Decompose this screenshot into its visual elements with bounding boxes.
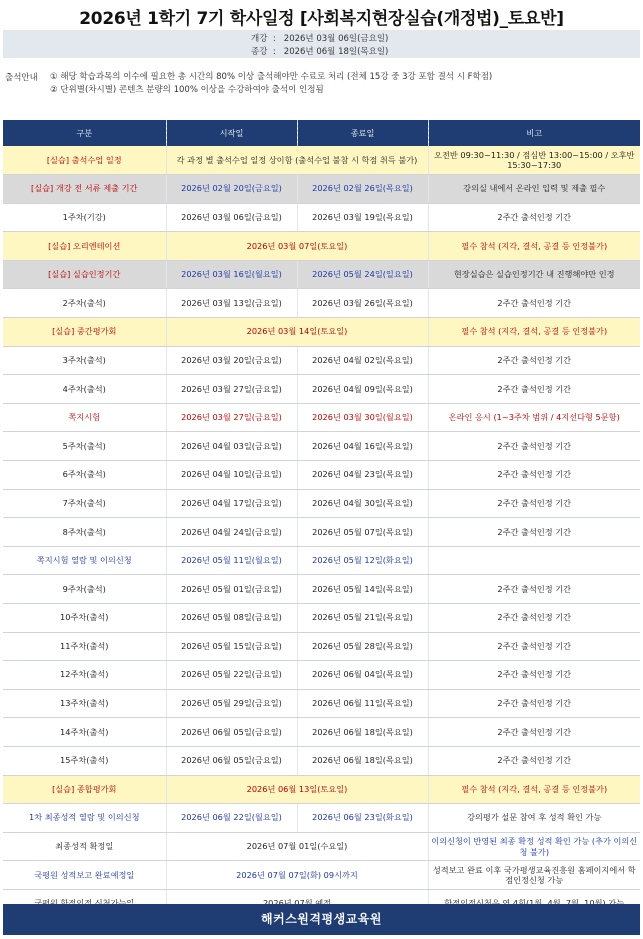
row-start-date: 2026년 03월 06일(금요일): [166, 203, 297, 232]
row-end-date: 2026년 06월 18일(목요일): [297, 718, 428, 747]
row-start-date: 2026년 04월 10일(금요일): [166, 461, 297, 490]
table-row: [3, 775, 640, 804]
row-start-date: 2026년 06월 05일(금요일): [166, 718, 297, 747]
table-row: [3, 832, 640, 861]
schedule-table: [3, 120, 640, 919]
row-start-date: 2026년 04월 24일(금요일): [166, 518, 297, 547]
course-period-box: [3, 30, 640, 58]
row-category: [실습] 실습인정기간: [3, 260, 166, 289]
row-category: 10주차(출석): [3, 604, 166, 633]
row-category: 쪽지시험: [3, 403, 166, 432]
row-start-date: 2026년 05월 08일(금요일): [166, 604, 297, 633]
table-row: [3, 689, 640, 718]
course-open-date: 개강 : 2026년 03월 06일(금요일): [251, 34, 389, 44]
header-end-date: 종료일: [297, 120, 428, 146]
row-category: [실습] 중간평가회: [3, 318, 166, 347]
row-remarks: [428, 546, 640, 575]
row-date-range: 2026년 06월 13일(토요일): [166, 775, 428, 804]
row-end-date: 2026년 05월 24일(일요일): [297, 260, 428, 289]
row-remarks: 2주간 출석인정 기간: [428, 604, 640, 633]
row-category: 4주차(출석): [3, 375, 166, 404]
table-row: [3, 489, 640, 518]
header-start-date: 시작일: [166, 120, 297, 146]
row-category: 15주차(출석): [3, 746, 166, 775]
row-category: [실습] 출석수업 일정: [3, 146, 166, 175]
row-end-date: 2026년 03월 19일(목요일): [297, 203, 428, 232]
row-end-date: 2026년 06월 11일(목요일): [297, 689, 428, 718]
row-remarks: 성적보고 완료 이후 국가평생교육진흥원 홈페이지에서 학점인정신청 가능: [428, 861, 640, 890]
row-start-date: 2026년 02월 20일(금요일): [166, 175, 297, 204]
row-remarks: 오전반 09:30~11:30 / 점심반 13:00~15:00 / 오후반 15:30~17:30: [428, 146, 640, 175]
row-category: 1주차(기강): [3, 203, 166, 232]
row-category: [실습] 개강 전 서류 제출 기간: [3, 175, 166, 204]
row-end-date: 2026년 06월 18일(목요일): [297, 746, 428, 775]
row-end-date: 2026년 03월 30일(월요일): [297, 403, 428, 432]
row-category: 14주차(출석): [3, 718, 166, 747]
row-end-date: 2026년 04월 16일(목요일): [297, 432, 428, 461]
row-remarks: 2주간 출석인정 기간: [428, 661, 640, 690]
row-remarks: 이의신청이 반영된 최종 확정 성적 확인 가능 (추가 이의신청 불가): [428, 832, 640, 861]
row-end-date: 2026년 02월 26일(목요일): [297, 175, 428, 204]
row-start-date: 2026년 04월 17일(금요일): [166, 489, 297, 518]
row-end-date: 2026년 05월 12일(화요일): [297, 546, 428, 575]
row-start-date: 2026년 03월 27일(금요일): [166, 375, 297, 404]
header-remarks: 비고: [428, 120, 640, 146]
row-end-date: 2026년 06월 04일(목요일): [297, 661, 428, 690]
row-category: 7주차(출석): [3, 489, 166, 518]
attendance-notice-item: ① 해당 학습과목의 이수에 필요한 총 시간의 80% 이상 출석해야만 수료로 처리 (전체 15강 중 3강 포함 결석 시 F학점): [50, 72, 493, 82]
row-category: 1차 최종성적 열람 및 이의신청: [3, 804, 166, 833]
row-date-range: 각 과정 별 출석수업 일정 상이함 (출석수업 불참 시 학점 취득 불가): [166, 146, 428, 175]
attendance-notice-item: ② 단위별(차시별) 콘텐츠 분량의 100% 이상을 수강하여야 출석이 인정됨: [50, 85, 324, 95]
row-remarks: 2주간 출석인정 기간: [428, 432, 640, 461]
row-start-date: 2026년 05월 22일(금요일): [166, 661, 297, 690]
row-remarks: 2주간 출석인정 기간: [428, 575, 640, 604]
row-remarks: 2주간 출석인정 기간: [428, 489, 640, 518]
table-row: [3, 403, 640, 432]
row-category: 최종성적 확정일: [3, 832, 166, 861]
row-start-date: 2026년 05월 11일(월요일): [166, 546, 297, 575]
footer-institution: 해커스원격평생교육원: [3, 904, 640, 935]
table-row: [3, 746, 640, 775]
table-row: [3, 289, 640, 318]
row-end-date: 2026년 05월 28일(목요일): [297, 632, 428, 661]
table-row: [3, 861, 640, 890]
row-category: 11주차(출석): [3, 632, 166, 661]
row-remarks: 2주간 출석인정 기간: [428, 346, 640, 375]
row-category: 12주차(출석): [3, 661, 166, 690]
row-remarks: 필수 참석 (지각, 결석, 공결 등 인정불가): [428, 775, 640, 804]
row-start-date: 2026년 05월 01일(금요일): [166, 575, 297, 604]
schedule-body: [3, 146, 640, 918]
row-end-date: 2026년 05월 14일(목요일): [297, 575, 428, 604]
row-category: [실습] 오리엔테이션: [3, 232, 166, 261]
row-remarks: 2주간 출석인정 기간: [428, 375, 640, 404]
row-end-date: 2026년 04월 30일(목요일): [297, 489, 428, 518]
table-row: [3, 518, 640, 547]
table-row: [3, 575, 640, 604]
row-category: 3주차(출석): [3, 346, 166, 375]
page-title: 2026년 1학기 7기 학사일정 [사회복지현장실습(개정법)_토요반]: [79, 9, 564, 29]
table-row: [3, 260, 640, 289]
row-end-date: 2026년 03월 26일(목요일): [297, 289, 428, 318]
row-date-range: 2026년 03월 14일(토요일): [166, 318, 428, 347]
table-row: [3, 804, 640, 833]
row-category: 쪽지시험 열람 및 이의신청: [3, 546, 166, 575]
table-row: [3, 346, 640, 375]
row-remarks: 2주간 출석인정 기간: [428, 718, 640, 747]
row-category: 국평원 성적보고 완료예정일: [3, 861, 166, 890]
table-row: [3, 718, 640, 747]
row-category: 6주차(출석): [3, 461, 166, 490]
table-row: [3, 604, 640, 633]
row-category: 9주차(출석): [3, 575, 166, 604]
row-remarks: 필수 참석 (지각, 결석, 공결 등 인정불가): [428, 318, 640, 347]
row-end-date: 2026년 04월 02일(목요일): [297, 346, 428, 375]
row-remarks: 온라인 응시 (1~3주차 범위 / 4지선다형 5문항): [428, 403, 640, 432]
row-category: [실습] 종합평가회: [3, 775, 166, 804]
row-start-date: 2026년 03월 13일(금요일): [166, 289, 297, 318]
row-end-date: 2026년 06월 23일(화요일): [297, 804, 428, 833]
row-remarks: 강의평가 설문 참여 후 성적 확인 가능: [428, 804, 640, 833]
table-row: [3, 375, 640, 404]
row-category: 2주차(출석): [3, 289, 166, 318]
table-row: [3, 632, 640, 661]
row-start-date: 2026년 04월 03일(금요일): [166, 432, 297, 461]
table-row: [3, 232, 640, 261]
schedule-header-row: [3, 120, 640, 146]
row-start-date: 2026년 05월 29일(금요일): [166, 689, 297, 718]
table-row: [3, 461, 640, 490]
row-category: 5주차(출석): [3, 432, 166, 461]
row-remarks: 2주간 출석인정 기간: [428, 632, 640, 661]
table-row: [3, 546, 640, 575]
row-date-range: 2026년 03월 07일(토요일): [166, 232, 428, 261]
table-row: [3, 318, 640, 347]
row-start-date: 2026년 06월 05일(금요일): [166, 746, 297, 775]
row-remarks: 2주간 출석인정 기간: [428, 461, 640, 490]
table-row: [3, 432, 640, 461]
row-category: 8주차(출석): [3, 518, 166, 547]
row-date-range: 2026년 07월 07일(화) 09시까지: [166, 861, 428, 890]
row-start-date: 2026년 03월 16일(월요일): [166, 260, 297, 289]
header-category: 구분: [3, 120, 166, 146]
row-start-date: 2026년 06월 22일(월요일): [166, 804, 297, 833]
row-remarks: 2주간 출석인정 기간: [428, 289, 640, 318]
row-remarks: 강의실 내에서 온라인 입력 및 제출 필수: [428, 175, 640, 204]
row-date-range: 2026년 07월 01일(수요일): [166, 832, 428, 861]
row-remarks: 현장실습은 실습인정기간 내 진행해야만 인정: [428, 260, 640, 289]
row-start-date: 2026년 05월 15일(금요일): [166, 632, 297, 661]
row-end-date: 2026년 05월 07일(목요일): [297, 518, 428, 547]
row-remarks: 2주간 출석인정 기간: [428, 746, 640, 775]
table-row: [3, 146, 640, 175]
row-category: 13주차(출석): [3, 689, 166, 718]
row-end-date: 2026년 05월 21일(목요일): [297, 604, 428, 633]
row-end-date: 2026년 04월 23일(목요일): [297, 461, 428, 490]
attendance-notice-label: 출석안내: [5, 73, 38, 83]
row-start-date: 2026년 03월 20일(금요일): [166, 346, 297, 375]
row-remarks: 2주간 출석인정 기간: [428, 689, 640, 718]
row-start-date: 2026년 03월 27일(금요일): [166, 403, 297, 432]
row-end-date: 2026년 04월 09일(목요일): [297, 375, 428, 404]
course-close-date: 종강 : 2026년 06월 18일(목요일): [251, 47, 389, 57]
table-row: [3, 661, 640, 690]
row-remarks: 2주간 출석인정 기간: [428, 518, 640, 547]
row-remarks: 2주간 출석인정 기간: [428, 203, 640, 232]
table-row: [3, 175, 640, 204]
table-row: [3, 203, 640, 232]
row-remarks: 필수 참석 (지각, 결석, 공결 등 인정불가): [428, 232, 640, 261]
